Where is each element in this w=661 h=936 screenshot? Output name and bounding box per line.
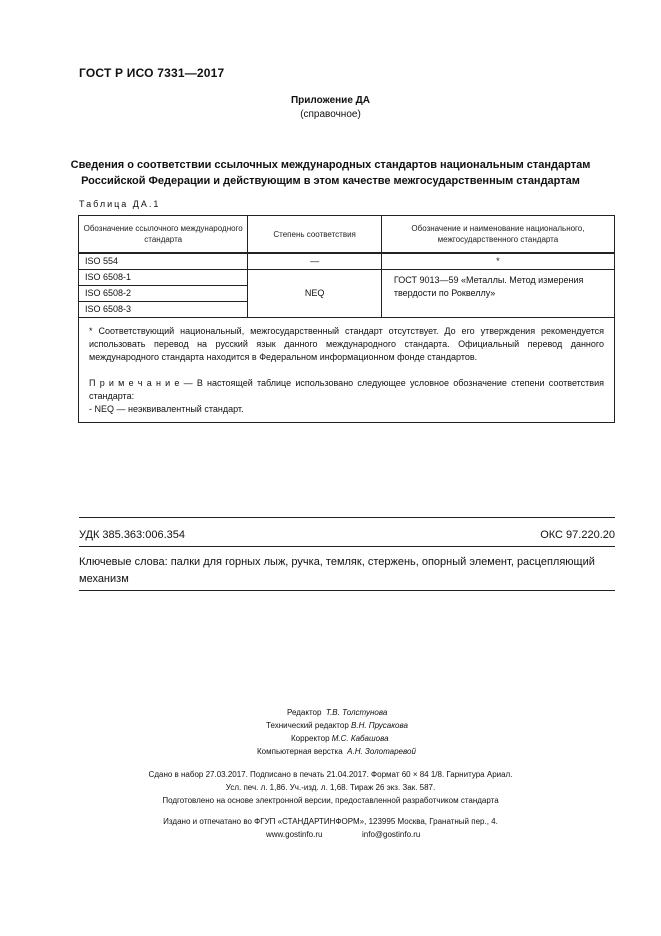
imprint-editor xyxy=(287,706,387,719)
layout-name: А.Н. Золотаревой xyxy=(347,747,416,756)
imprint-volume-details: Усл. печ. л. 1,86. Уч.-изд. л. 1,68. Тираж 26 экз. Зак. 587. xyxy=(225,783,436,792)
table-header-row xyxy=(79,216,615,254)
divider-bottom xyxy=(79,590,615,591)
divider-top xyxy=(79,517,615,518)
editor-label: Редактор xyxy=(287,708,322,717)
correspondence-table xyxy=(78,215,615,423)
tech-editor-label: Технический редактор xyxy=(266,721,349,730)
appendix-title: Приложение ДА xyxy=(290,95,371,106)
table-row xyxy=(79,269,615,285)
corrector-label: Корректор xyxy=(291,734,330,743)
divider-middle xyxy=(79,546,615,547)
table-row xyxy=(79,253,615,269)
header-degree: Степень соответствия xyxy=(248,216,382,254)
cell-ref: ISO 6508-2 xyxy=(79,285,248,301)
note-item: - NEQ — неэквивалентный стандарт. xyxy=(89,403,244,414)
imprint-print-details: Сдано в набор 27.03.2017. Подписано в печать 21.04.2017. Формат 60 × 84 1/8. Гарнитура Ариал. xyxy=(148,770,513,779)
header-national-standard: Обозначение и наименование национального, межгосударственного стандарта xyxy=(381,216,614,254)
imprint-prepared: Подготовлено на основе электронной версии, предоставленной разработчиком стандарта xyxy=(162,796,499,805)
table-notes-row xyxy=(79,317,615,422)
table-notes xyxy=(79,317,615,422)
cell-ref: ISO 6508-3 xyxy=(79,301,248,317)
footnote: * Соответствующий национальный, межгосударственный стандарт отсутствует. До его утверждения рекомендуется использовать перевод на русский язык данного международного стандарта. Официальный перевод данного международного стандарта находится в Федеральном информационном фонде стандартов. xyxy=(89,325,604,362)
cell-ref: ISO 554 xyxy=(79,253,248,269)
header-ref-standard: Обозначение ссылочного международного стандарта xyxy=(79,216,248,254)
main-title-line-2: Российской Федерации и действующим в этом качестве межгосударственным стандартам xyxy=(81,175,580,187)
imprint-layout xyxy=(257,745,416,758)
imprint-tech-editor xyxy=(266,719,408,732)
tech-editor-name: В.Н. Прусакова xyxy=(351,721,408,730)
imprint-corrector xyxy=(291,732,389,745)
table-caption: Таблица ДА.1 xyxy=(79,199,161,209)
corrector-name: М.С. Кабашова xyxy=(331,734,389,743)
appendix-subtitle: (справочное) xyxy=(300,109,361,120)
keywords: Ключевые слова: палки для горных лыж, ручка, темляк, стержень, опорный элемент, расцепляющий механизм xyxy=(79,556,595,585)
cell-degree: — xyxy=(248,253,382,269)
cell-ref: ISO 6508-1 xyxy=(79,269,248,285)
note-text: П р и м е ч а н и е — В настоящей таблице использовано следующее условное обозначение степени соответствия стандарта: xyxy=(89,377,604,401)
layout-label: Компьютерная верстка xyxy=(257,747,343,756)
editor-name: Т.В. Толстунова xyxy=(325,708,388,717)
cell-national-group: ГОСТ 9013—59 «Металлы. Метод измерения твердости по Роквеллу» xyxy=(381,269,614,317)
main-title-line-1: Сведения о соответствии ссылочных международных стандартов национальным стандартам xyxy=(70,159,591,171)
udk-code: УДК 385.363:006.354 xyxy=(79,529,185,541)
cell-national: * xyxy=(381,253,614,269)
email-link[interactable]: info@gostinfo.ru xyxy=(362,830,421,839)
oks-code: ОКС 97.220.20 xyxy=(540,529,615,541)
imprint-publisher: Издано и отпечатано во ФГУП «СТАНДАРТИНФОРМ», 123995 Москва, Гранатный пер., 4. xyxy=(163,817,498,826)
cell-degree-group: NEQ xyxy=(248,269,382,317)
website-link[interactable]: www.gostinfo.ru xyxy=(266,830,323,839)
main-title xyxy=(0,157,661,189)
standard-header: ГОСТ Р ИСО 7331—2017 xyxy=(79,66,225,80)
